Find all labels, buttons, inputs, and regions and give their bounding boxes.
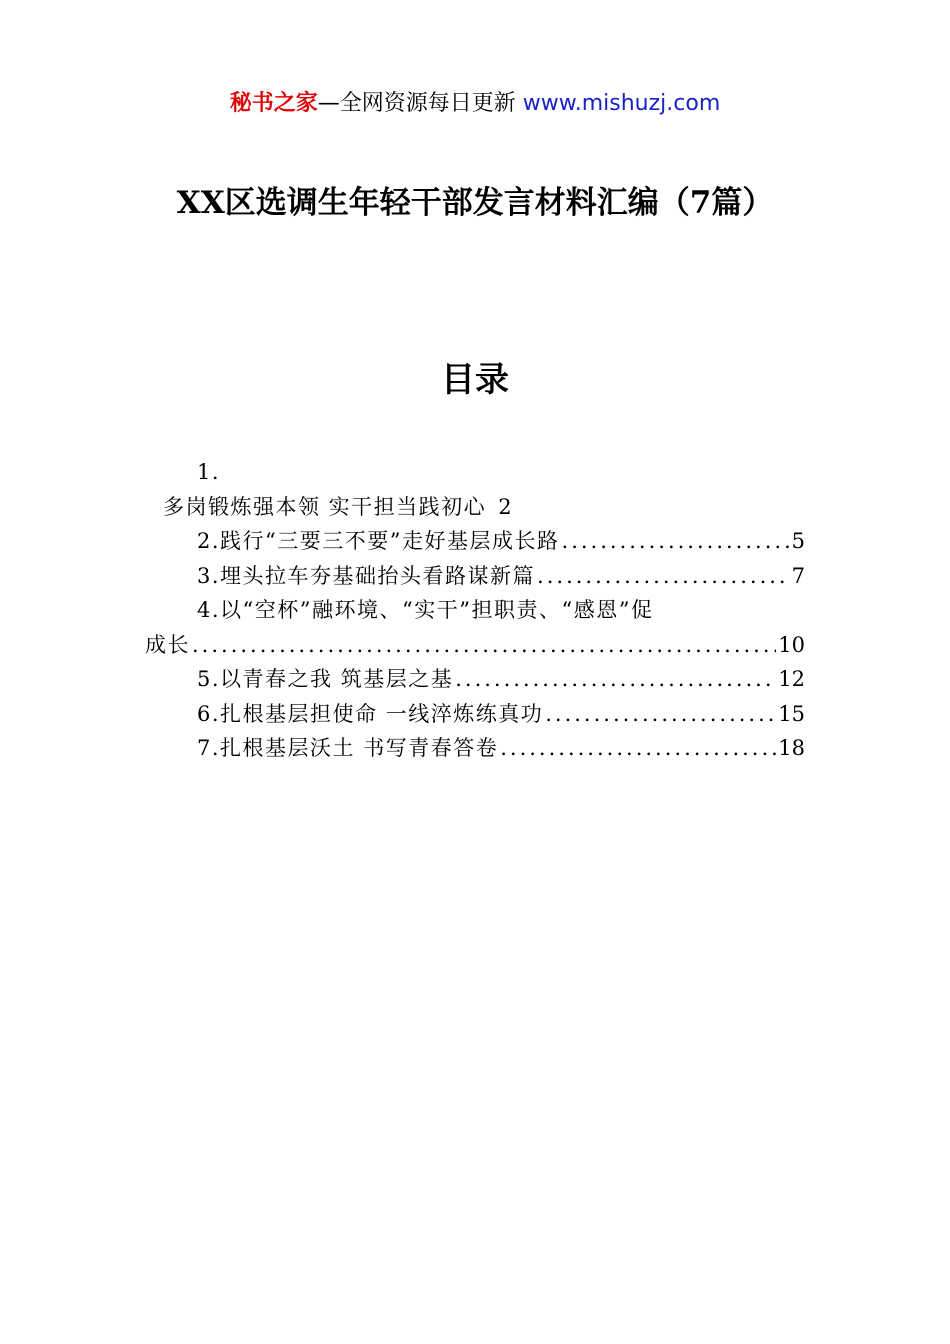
dot-leader: [455, 662, 776, 697]
toc-entry-1-number-line[interactable]: [145, 455, 805, 490]
toc-entry-title: 扎根基层沃土 书写青春答卷: [220, 736, 499, 760]
toc-entry-title: 埋头拉车夯基础抬头看路谋新篇: [220, 563, 536, 588]
dot-leader: [562, 524, 790, 559]
brand-name: 秘书之家: [229, 91, 318, 116]
toc-entry-page: 2: [498, 494, 512, 519]
toc-entry-number: 3.: [197, 563, 221, 588]
toc-entry-page: 10: [778, 632, 805, 657]
toc-entry-4-line-2[interactable]: [145, 628, 805, 663]
dot-leader: [537, 559, 790, 594]
header-slogan: —全网资源每日更新: [317, 91, 523, 116]
dot-leader: [545, 697, 776, 732]
dot-leader: [500, 731, 776, 766]
toc-entry-2[interactable]: [145, 524, 805, 559]
toc-entry-4-line-1[interactable]: [145, 593, 805, 628]
toc-entry-7[interactable]: [145, 731, 805, 766]
toc-entry-page: 5: [791, 529, 805, 553]
toc-entry-title: 践行“三要三不要”走好基层成长路: [220, 529, 560, 553]
toc-entry-number: 4.: [197, 598, 221, 622]
toc-entry-page: 12: [778, 667, 805, 691]
toc-entry-number: 7.: [197, 736, 221, 760]
dot-leader: [192, 628, 776, 663]
site-header: [0, 88, 950, 120]
toc-entry-1[interactable]: [145, 490, 805, 525]
toc-entry-number: 1.: [197, 460, 221, 484]
toc-entry-6[interactable]: [145, 697, 805, 732]
toc-entry-title: 以青春之我 筑基层之基: [220, 667, 454, 691]
toc-entry-page: 18: [778, 736, 805, 760]
toc-entry-number: 2.: [197, 529, 221, 553]
toc-entry-page: 15: [778, 701, 805, 726]
toc-entry-title: 扎根基层担使命 一线淬炼练真功: [220, 701, 544, 726]
toc-entry-number: 6.: [197, 701, 221, 726]
table-of-contents: [145, 455, 805, 766]
toc-entry-5[interactable]: [145, 662, 805, 697]
document-title: XX区选调生年轻干部发言材料汇编（7篇）: [176, 185, 774, 221]
toc-heading: 目录: [441, 360, 509, 400]
toc-entry-title: 多岗锻炼强本领 实干担当践初心: [163, 494, 487, 519]
toc-entry-3[interactable]: [145, 559, 805, 594]
toc-entry-title: 以“空杯”融环境、“实干”担职责、“感恩”促: [220, 598, 654, 622]
toc-entry-page: 7: [791, 563, 805, 588]
site-url-link[interactable]: www.mishuzj.com: [522, 91, 721, 116]
toc-entry-title-continued: 成长: [145, 632, 190, 657]
toc-entry-number: 5.: [197, 667, 221, 691]
